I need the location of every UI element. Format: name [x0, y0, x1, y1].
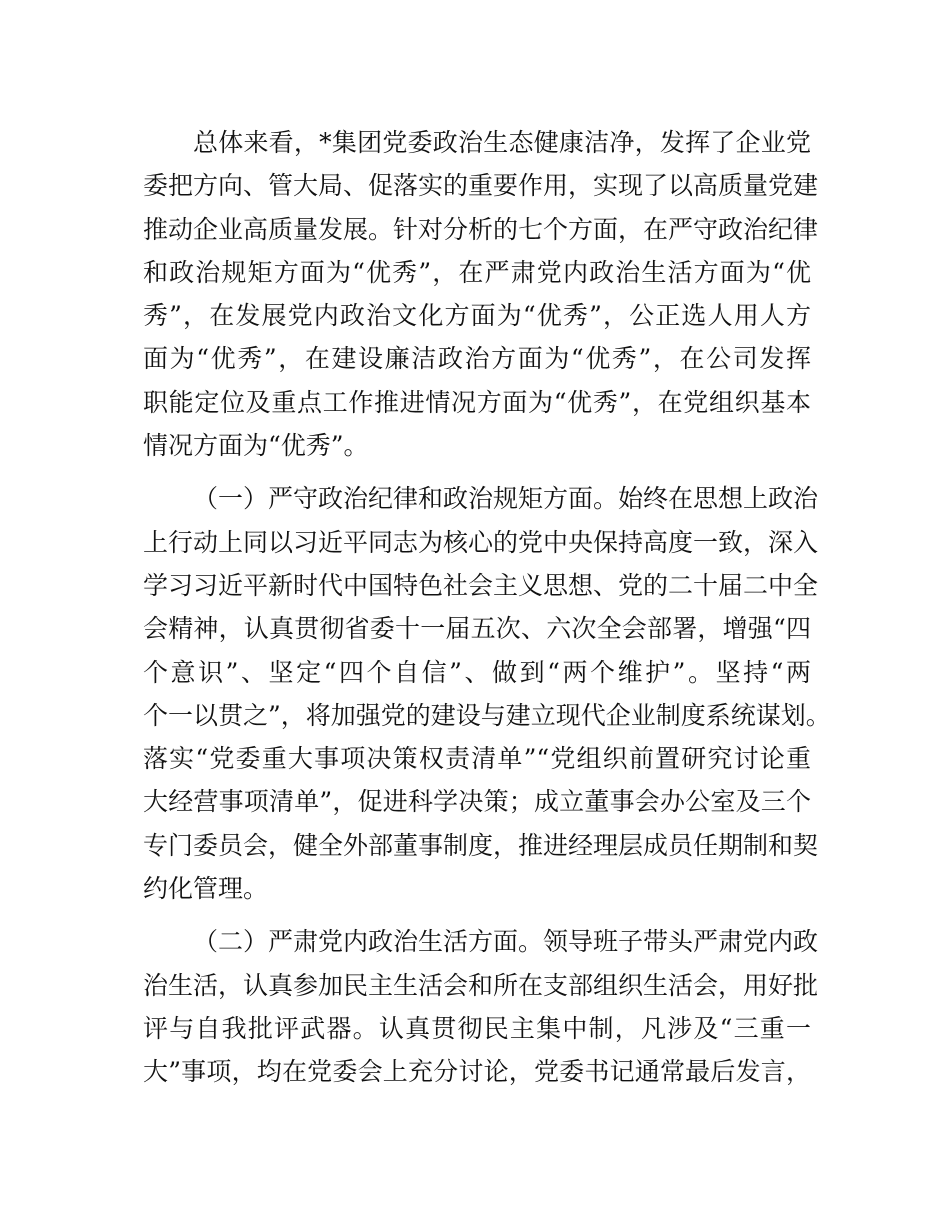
- text-line: 会精神，认真贯彻省委十一届五次、六次全会部署，增强“四: [143, 614, 811, 644]
- text-line: 上行动上同以习近平同志为核心的党中央保持高度一致，深入: [143, 527, 819, 557]
- section-heading-line: （一）严守政治纪律和政治规矩方面。始终在思想上政治: [193, 484, 819, 514]
- text-line: 委把方向、管大局、促落实的重要作用，实现了以高质量党建: [143, 171, 819, 201]
- document-body: [143, 121, 831, 1104]
- text-line: 大经营事项清单”，促进科学决策；成立董事会办公室及三个: [143, 787, 811, 817]
- text-line: 约化管理。: [143, 874, 269, 904]
- text-line: 面为“优秀”，在建设廉洁政治方面为“优秀”，在公司发挥: [143, 344, 811, 374]
- paragraph-summary: [143, 121, 819, 467]
- text-line: 落实“党委重大事项决策权责清单”“党组织前置研究讨论重: [143, 744, 811, 774]
- text-line: 和政治规矩方面为“优秀”，在严肃党内政治生活方面为“优: [143, 257, 811, 287]
- text-line: 职能定位及重点工作推进情况方面为“优秀”，在党组织基本: [143, 387, 811, 417]
- text-line: 大”事项，均在党委会上充分讨论，党委书记通常最后发言，: [143, 1057, 811, 1087]
- section-heading-line: （二）严肃党内政治生活方面。领导班子带头严肃党内政: [193, 927, 819, 957]
- text-line: 治生活，认真参加民主生活会和所在支部组织生活会，用好批: [143, 970, 819, 1000]
- text-line: 个意识”、坚定“四个自信”、做到“两个维护”。坚持“两: [143, 657, 811, 687]
- text-line: 个一以贯之”，将加强党的建设与建立现代企业制度系统谋划。: [143, 700, 831, 730]
- text-line: 总体来看，*集团党委政治生态健康洁净，发挥了企业党: [193, 128, 811, 157]
- text-line: 情况方面为“优秀”。: [143, 431, 369, 461]
- paragraph-section-2: [143, 920, 819, 1093]
- paragraph-section-1: [143, 477, 831, 910]
- text-line: 学习习近平新时代中国特色社会主义思想、党的二十届二中全: [143, 570, 819, 600]
- text-line: 秀”，在发展党内政治文化方面为“优秀”，公正选人用人方: [143, 301, 811, 331]
- text-line: 推动企业高质量发展。针对分析的七个方面，在严守政治纪律: [143, 214, 819, 244]
- text-line: 评与自我批评武器。认真贯彻民主集中制，凡涉及“三重一: [143, 1013, 811, 1043]
- text-line: 专门委员会，健全外部董事制度，推进经理层成员任期制和契: [143, 830, 819, 860]
